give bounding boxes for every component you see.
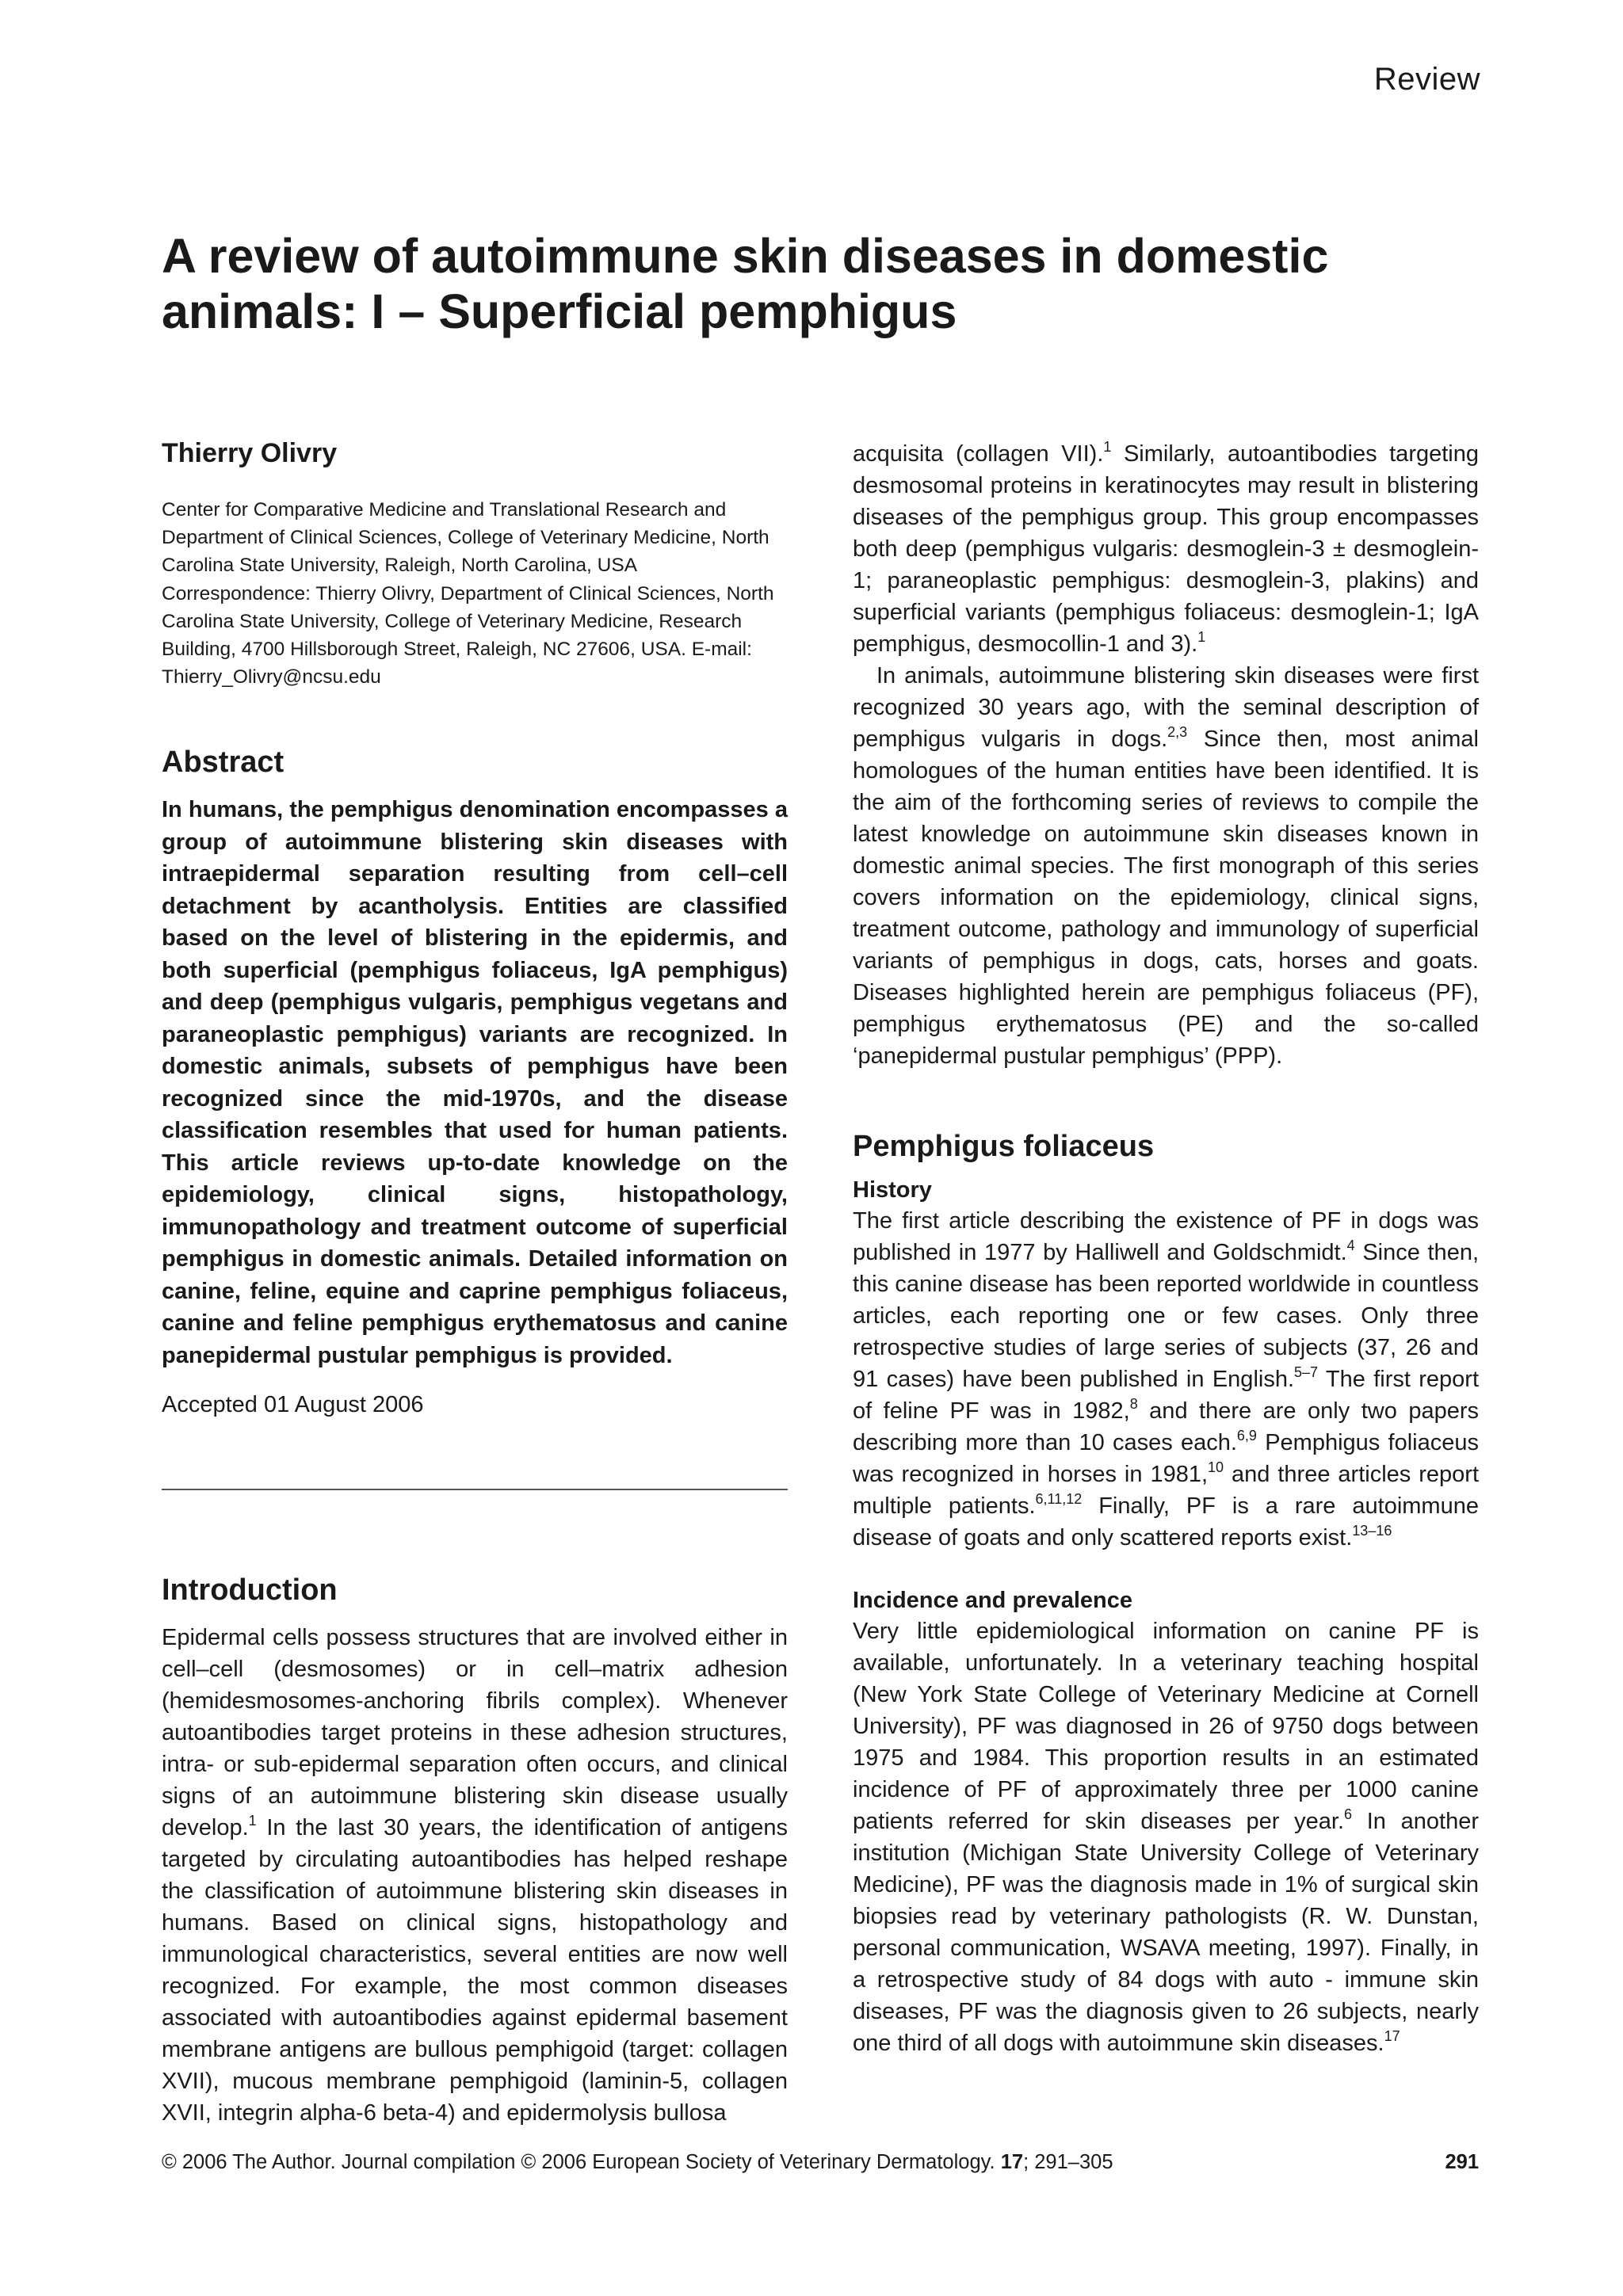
left-column (162, 436, 788, 2129)
pemphigus-foliaceus-heading: Pemphigus foliaceus (853, 1130, 1155, 1163)
introduction-heading: Introduction (162, 1573, 338, 1608)
page-footer (162, 2149, 1479, 2176)
page-number: 291 (1445, 2151, 1479, 2173)
introduction-paragraph-2: In animals, autoimmune blistering skin diseases were first recognized 30 years ago, with the seminal description of pemphigus vulgaris in dogs.$^{2,3}$ Since then, most animal homologues of the human entities have been identified. It is the aim of the forthcoming series of reviews to compile the latest knowledge on autoimmune skin diseases known in domestic animal species. The first monograph of this series covers information on the epidemiology, clinical signs, treatment outcome, pathology and immunology of superficial variants of pemphigus in dogs, cats, horses and goats. Diseases highlighted herein are pemphigus foliaceus (PF), pemphigus erythematosus (PE) and the so-called ‘panepidermal pustular pemphigus’ (PPP). (853, 663, 1479, 1069)
section-label: Review (1373, 62, 1480, 97)
incidence-paragraph: Very little epidemiological information on canine PF is available, unfortunately. In a veterinary teaching hospital (New York State College of Veterinary Medicine at Cornell University), PF was diagnosed in 26 of 9750 dogs between 1975 and 1984. This proportion results in an estimated incidence of PF of approximately three per 1000 canine patients referred for skin diseases per year.$^6$ In another institution (Michigan State University College of Veterinary Medicine), PF was the diagnosis made in 1% of surgical skin biopsies read by veterinary pathologists (R. W. Dunstan, personal communication, WSAVA meeting, 1997). Finally, in a retrospective study of 84 dogs with auto - immune skin diseases, PF was the diagnosis given to 26 subjects, nearly one third of all dogs with autoimmune skin diseases.$^{17}$ (853, 1619, 1479, 2056)
citation-ref: 1 (248, 1813, 257, 1829)
incidence-subheading: Incidence and prevalence (853, 1588, 1132, 1613)
article-title: A review of autoimmune skin diseases in domestic animals: I – Superficial pemphigus (162, 229, 1329, 338)
abstract-divider (162, 1489, 788, 1490)
citation-ref: 1 (1197, 629, 1206, 645)
citation-ref: 2,3 (1167, 724, 1188, 740)
history-subheading: History (853, 1177, 932, 1203)
footer-citation: © 2006 The Author. Journal compilation © 2006 European Society of Veterinary Dermatology. 17; 291–305 (162, 2151, 1113, 2173)
author-affiliation: Center for Comparative Medicine and Translational Research and Department of Clinical Sciences, College of Veterinary Medicine, North Carolina State University, Raleigh, North Carolina, USA Correspondence: Thierry Olivry, Department of Clinical Sciences, North Carolina State University, College of Veterinary Medicine, Research Building, 4700 Hillsborough Street, Raleigh, NC 27606, USA. E-mail: Thierry_Olivry@ncsu.edu (162, 499, 774, 688)
history-paragraph: The first article describing the existence of PF in dogs was published in 1977 by Halliwell and Goldschmidt.$^4$ Since then, this canine disease has been reported worldwide in countless articles, each reporting one or few cases. Only three retrospective studies of large series of subjects (37, 26 and 91 cases) have been published in English.$^{5-7}$ The first report of feline PF was in 1982,$^8$ and there are only two papers describing more than 10 cases each.$^{6,9}$ Pemphigus foliaceus was recognized in horses in 1981,10 and three articles report multiple patients.$^{6,11,12}$ Finally, PF is a rare autoimmune disease of goats and only scattered reports exist.$^{13-16}$ (853, 1208, 1480, 1550)
accepted-date: Accepted 01 August 2006 (162, 1392, 424, 1418)
right-column (853, 438, 1479, 2059)
citation-ref: 1 (1103, 439, 1112, 455)
introduction-paragraph-1: Epidermal cells possess structures that are involved either in cell–cell (desmosomes) or in cell–matrix adhesion (hemidesmosomes-anchoring fibrils complex). Whenever autoantibodies target proteins in these adhesion structures, intra- or sub-epidermal separation often occurs, and clinical signs of an autoimmune blistering skin disease usually develop.$^1$ In the last 30 years, the identification of antigens targeted by circulating autoantibodies has helped reshape the classification of autoimmune blistering skin diseases in humans. Based on clinical signs, histopathology and immunological characteristics, several entities are now well recognized. For example, the most common diseases associated with autoantibodies against epidermal basement membrane antigens are bullous pemphigoid (target: collagen XVII), mucous membrane pemphigoid (laminin-5, collagen XVII, integrin alpha-6 beta-4) and epidermolysis bullosa (162, 1625, 788, 2126)
author-name: Thierry Olivry (162, 438, 338, 468)
abstract-text: In humans, the pemphigus denomination encompasses a group of autoimmune blistering skin diseases with intraepidermal separation resulting from cell–cell detachment by acantholysis. Entities are classified based on the level of blistering in the epidermis, and both superficial (pemphigus foliaceus, IgA pemphigus) and deep (pemphigus vulgaris, pemphigus vegetans and paraneoplastic pemphigus) variants are recognized. In domestic animals, subsets of pemphigus have been recognized since the mid-1970s, and the disease classification resembles that used for human patients. This article reviews up-to-date knowledge on the epidemiology, clinical signs, histopathology, immunopathology and treatment outcome of superficial pemphigus in domestic animals. Detailed information on canine, feline, equine and caprine pemphigus foliaceus, canine and feline pemphigus erythematosus and canine panepidermal pustular pemphigus is provided. (162, 797, 788, 1368)
introduction-paragraph-1-continued: acquisita (collagen VII).$^1$ Similarly, autoantibodies targeting desmosomal proteins in keratinocytes may result in blistering diseases of the pemphigus group. This group encompasses both deep (pemphigus vulgaris: desmoglein-3 ± desmoglein-1; paraneoplastic pemphigus: desmoglein-3, plakins) and superficial variants (pemphigus foliaceus: desmoglein-1; IgA pemphigus, desmocollin-1 and 3).$^1$ (853, 439, 1479, 657)
abstract-heading: Abstract (162, 746, 285, 780)
